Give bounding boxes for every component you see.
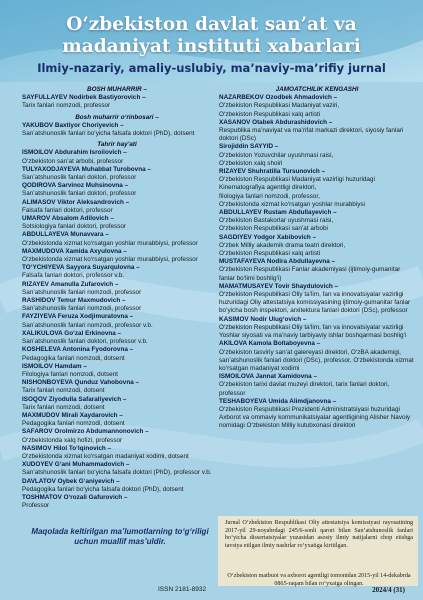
member-name: XALIKULOVA Go‘zal Erkinovna – [22, 329, 122, 337]
member-position: O‘zbekiston Respublikasi Prezidenti Administratsiyasi huzuridagi Axborot va ommaviy kommunikatsiyalar agentligining Alisher Navoiy nomidagi O‘zbekiston Milliy kutubxonasi direktori [219, 405, 411, 430]
section-heading: BOSH MUHARRIR – [87, 86, 147, 93]
member-name: NASIMOV Hilol To‘lqinovich – [22, 444, 112, 452]
member-name: SAGDIYEV Yodgor Xabibovich – [219, 233, 317, 241]
member-name: KOSHELEVA Antonina Fyodorovna – [22, 346, 134, 354]
journal-title: O‘zbekiston davlat san’at va madaniyat instituti xabarlari [62, 14, 361, 57]
member-name: SAFAROV Orolmirzo Abdumannonovich – [22, 428, 149, 436]
member-name: YAKUBOV Baxtiyor Choriyevich – [22, 121, 124, 129]
member-name: SAYFULLAYEV Nodirbek Bastiyorovich – [22, 94, 146, 102]
member-name: KASIMOV Nodir Ulug‘ovich – [219, 315, 307, 323]
member-name: ISMOILOV Hamdam – [22, 362, 87, 370]
member-position: San’atshunoslik fanlari nomzodi, professor v.b. [22, 321, 153, 329]
member-position: filologiya fanlari nomzodi, professor, [219, 192, 320, 200]
member-position: Pedagogika fanlari nomzodi, dotsent [22, 420, 125, 428]
member-name: TOSHMATOV O‘rozali Gafurovich – [22, 493, 128, 501]
member-name: AKILOVA Kamola Boltaboyevna – [219, 340, 321, 348]
section-heading: Bosh muharrir o‘rinbosari – [75, 113, 159, 121]
member-position: Tarix fanlari nomzodi, dotsent [22, 403, 105, 411]
member-name: MAMATMUSAYEV Tovir Shaydulovich – [219, 282, 339, 290]
section-heading: JAMOATCHILIK KENGASHI [275, 86, 359, 93]
journal-subtitle: Ilmiy-nazariy, amaliy-uslubiy, ma’naviy-ma’rifiy jurnal [37, 61, 386, 75]
member-position: O‘zbekiston san’at arbobi, professor [22, 157, 124, 165]
member-name: UMAROV Absalom Adilovich – [22, 215, 114, 223]
member-position: Filologiya fanlari nomzodi, dotsent [22, 370, 118, 378]
member-name: ABDULLAYEVA Munavvara – [22, 231, 109, 239]
member-name: MAXMUDOVA Xamida Axyulovna – [22, 247, 127, 255]
member-position: Pedagogika fanlari nomzodi, dotsent [22, 354, 125, 362]
member-position: O‘zbekiston Respublikasi Oliy ta’lim, fan va innovatsiyalar vazirligi huzuridagi Oliy attestatsiya komissiyasining ijtimoiy-gumanitar fanlar bo‘yicha bosh inspektori, arxitektura fanlari doktori (DSc), professor [219, 291, 411, 315]
member-name: XUDOYEV G‘ani Muhammadovich – [22, 461, 130, 469]
member-name: RASHIDOV Temur Maxmudovich – [22, 297, 126, 305]
journal-header [0, 0, 423, 75]
member-position: Respublika ma’naviyat va ma’rifat markazi direktori, siyosiy fanlari doktori (DSc) [219, 127, 404, 143]
member-position: Falsafa fanlari doktori, professor v.b. [22, 272, 125, 280]
member-position: O‘zbekiston Respublikasi Oliy ta’lim, fan va innovatsiyalar vazirligi Yoshlar siyosati va ma’naviy tarbiyaviy ishlar boshqarmasi boshlig‘i [219, 323, 407, 340]
member-position: O‘zbekiston Respublikasi san’at arbobi [219, 225, 328, 233]
member-position: O‘zbekistonda xizmat ko‘rsatgan yoshlar murabbiysi, professor [22, 239, 198, 247]
member-name: ISMOILOV Abdurahim Isroilovich – [22, 149, 127, 157]
member-name: ALIMASOV Viktor Aleksandrovich – [22, 198, 130, 206]
member-name: ABDULLAYEV Rustam Abdullayevich – [219, 209, 337, 217]
member-position: San’atshunoslik fanlari doktori, professor v.b. [22, 338, 148, 346]
member-name: TESHABOYEVA Umida Alimdjanovna – [219, 397, 337, 405]
member-position: San’atshunoslik fanlari doktori, professor [22, 190, 137, 198]
member-position: O‘zbek Milliy akademik drama teatri direktori, [219, 241, 346, 249]
hac-inclusion-notice: Jurnal O‘zbekiston Respublikasi Oliy attestatsiya komissiyasi rayosatining 2017-yil 29-noyabrdagi 245/6-sonli qarori bilan San’atshunoslik fanlari bo‘yicha dissertatsiyalar yuzasidan asosiy ilmiy natijalarni chop etishga tavsiya etilgan ilmiy nashrlar ro‘yxatiga kiritilgan. [225, 520, 413, 549]
member-name: ISMOILOVA Jannat Xamidovna – [219, 373, 317, 381]
member-position: Tarix fanlari nomzodi, dotsent [22, 387, 105, 395]
editorial-board-column [22, 86, 212, 510]
member-position: Falsafa fanlari doktori, professor [22, 206, 113, 214]
member-name: MAXMUDOV Mirali Xaydarovich – [22, 411, 123, 419]
author-responsibility-note: Maqolada keltirilgan ma’lumotlarning to‘g‘riligi uchun muallif mas’uldir. [31, 527, 209, 546]
member-name: RIZAYEV Amanulla Zufarovich – [22, 280, 119, 288]
member-position: O‘zbekiston Bastakorlar uyushmasi raisi, [219, 217, 334, 225]
member-position: Pedagogika fanlari bo‘yicha falsafa doktori (PhD), dotsent [22, 485, 184, 493]
member-name: RIZAYEV Shuhratilla Tursunovich – [219, 168, 326, 176]
member-position: O‘zbekiston xalq shoiri [219, 159, 283, 167]
member-position: O‘zbekiston Respublikasi xalq artisti [219, 250, 321, 258]
member-position: O‘zbekiston tasviriy san’at galereyasi direktori, O‘zBA akademigi, san’atshunoslik fanlari doktori (DSc), professor, O‘zbekistonda xizmat ko‘rsatgan madaniyat xodimi [219, 348, 414, 372]
member-position: San’atshunoslik fanlari nomzodi, professor [22, 288, 142, 296]
member-position: San’atshunoslik fanlari bo‘yicha falsafa doktori (PhD), dotsent [22, 130, 195, 138]
member-name: MUSTAFAYEVA Nodira Abdullayevna – [219, 258, 336, 266]
member-position: Professor [22, 502, 50, 510]
public-council-column [219, 86, 415, 431]
member-name: ISOQOV Ziyodulla Safaraliyevich – [22, 395, 127, 403]
member-position: O‘zbekistonda xizmat ko‘rsatgan yoshlar murabbiysi, professor [22, 256, 198, 264]
member-position: San’atshunoslik fanlari nomzodi, professor [22, 305, 142, 313]
member-name: NAZARBEKOV Ozodbek Ahmadovich – [219, 94, 338, 102]
member-position: O‘zbekistonda xizmat ko‘rsatgan madaniyat xodimi, dotsent [22, 452, 189, 460]
member-name: Sirojiddin SAYYID – [219, 143, 279, 151]
member-position: Sotsiologiya fanlari doktori, professor [22, 223, 127, 231]
member-name: TULYAXODJAYEVA Muhabbat Turobovna – [22, 165, 151, 173]
member-position: O‘zbekiston Respublikasi Madaniyat vaziri, [219, 102, 340, 110]
issn-number: ISSN 2181-8932 [158, 586, 207, 593]
member-name: XASANOV Otabek Abdurashidovich – [219, 118, 333, 126]
member-position: O‘zbekistonda xalq hofizi, professor [22, 436, 123, 444]
member-position: San’atshunoslik fanlari bo‘yicha falsafa doktori (PhD), professor v.b. [22, 469, 212, 477]
section-heading: Tahrir hay’ati [97, 141, 137, 149]
member-position: O‘zbekiston Respublikasi Madaniyat vazirligi huzuridagi Kinematografiya agentligi direktori, [219, 176, 375, 192]
member-position: O‘zbekiston Respublikasi Fanlar akademiyasi (ijtimoiy-gumanitar fanlar bo‘limi boshlig‘i) [219, 266, 401, 282]
member-name: FAYZIYEVA Feruza Xodjimuratovna – [22, 313, 134, 321]
member-position: O‘zbekiston Yozuvchilar uyushmasi raisi, [219, 151, 334, 159]
member-position: Tarix fanlari nomzodi, professor [22, 102, 111, 110]
member-name: TO‘YCHIYEVA Sayyora Suyarqulovna – [22, 264, 140, 272]
issue-number: 2024/4 (31) [372, 586, 405, 594]
registration-notice: O‘zbekiston matbuot va axborot agentligi tomonidan 2015-yil 14-dekabrda 0865-raqam bilan ro‘yxatga olingan. [227, 573, 411, 587]
member-position: O‘zbekiston tarixi davlat muzeyi direktori, tarix fanlari doktori, professor [219, 381, 390, 397]
member-name: DAVLATOV Oybek G‘aniyevich – [22, 477, 120, 485]
member-name: NISHONBOYEVA Qunduz Vahobovna – [22, 379, 140, 387]
member-position: San’atshunoslik fanlari doktori, professor [22, 174, 137, 182]
member-position: O‘zbekistonda xizmat ko‘rsatgan yoshlar murabbiysi [219, 200, 365, 208]
member-position: O‘zbekiston Respublikasi xalq artisti [219, 110, 321, 118]
member-name: QODIROVA Sarvinoz Muhsinovna – [22, 182, 129, 190]
